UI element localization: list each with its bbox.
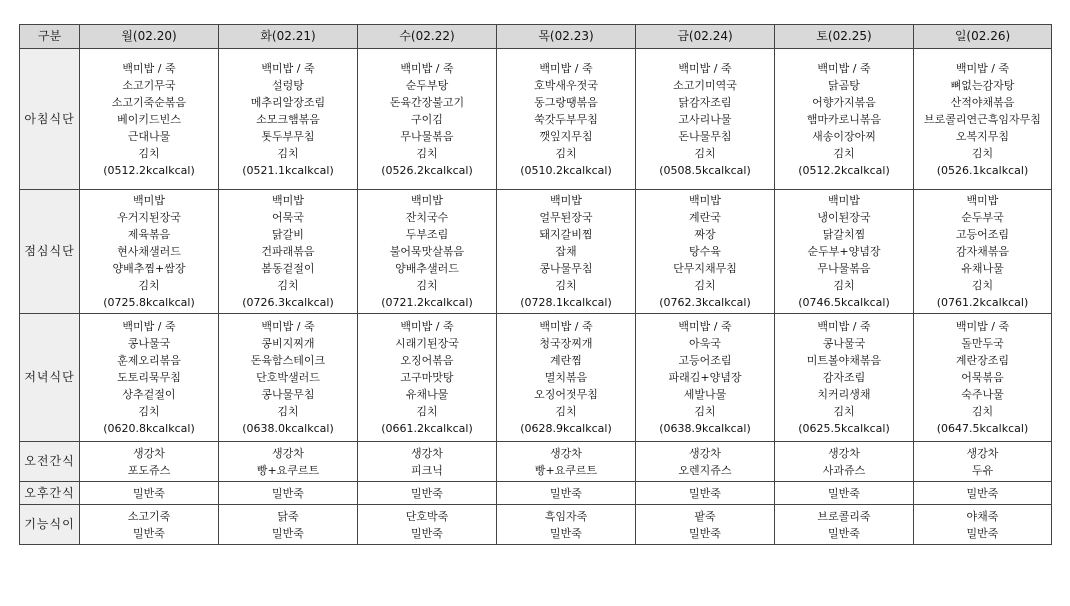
menu-item: 생강차 xyxy=(689,446,721,460)
menu-item: 오징어볶음 xyxy=(400,354,454,367)
menu-item: (0625.5kcalkcal) xyxy=(798,422,890,435)
menu-item: 밀반죽 xyxy=(689,526,721,540)
menu-item: 구이김 xyxy=(411,112,443,126)
menu-item: 김치 xyxy=(694,405,716,418)
menu-item: (0647.5kcalkcal) xyxy=(936,422,1029,435)
menu-item: 김치 xyxy=(277,279,299,292)
menu-cell-mon xyxy=(80,442,219,482)
menu-cell-wed xyxy=(358,190,497,314)
menu-item: 생강차 xyxy=(272,446,304,460)
menu-item: 우거지된장국 xyxy=(117,211,181,224)
weekly-menu-table xyxy=(19,24,1052,545)
menu-item: 유채나물 xyxy=(405,388,449,401)
menu-item: 잡채 xyxy=(555,245,577,258)
menu-item: 밀반죽 xyxy=(411,486,443,500)
menu-item: 두부조림 xyxy=(405,228,449,241)
menu-cell-sun xyxy=(914,49,1052,190)
menu-item: 어묵국 xyxy=(272,211,304,224)
menu-item: 백미밥 / 죽 xyxy=(955,320,1010,333)
menu-item: 생강차 xyxy=(133,446,165,460)
row-label: 점심식단 xyxy=(20,190,80,314)
menu-cell-fri xyxy=(636,49,775,190)
menu-item: 팥죽 xyxy=(694,509,716,523)
menu-item: 돈육함스테이크 xyxy=(250,354,326,367)
menu-item: 김치 xyxy=(833,405,855,418)
menu-cell-thu xyxy=(497,314,636,442)
menu-cell-mon xyxy=(80,190,219,314)
menu-item: 김치 xyxy=(555,405,577,418)
menu-item: 백미밥 / 죽 xyxy=(539,61,593,75)
menu-item: 순두부탕 xyxy=(405,78,449,92)
menu-item: 돌만두국 xyxy=(961,337,1004,350)
menu-item: 청국장찌개 xyxy=(539,337,593,350)
menu-item: (0512.2kcalkcal) xyxy=(798,163,890,177)
menu-item: 닭갈비 xyxy=(272,228,304,241)
menu-item: 김치 xyxy=(416,405,438,418)
menu-item: 밀반죽 xyxy=(133,486,165,500)
menu-item: 고등어조림 xyxy=(678,354,732,367)
menu-item: 동그랑땡볶음 xyxy=(534,95,598,109)
menu-item: (0661.2kcalkcal) xyxy=(381,422,473,435)
menu-item: 백미밥 xyxy=(966,194,999,207)
menu-item: 밀반죽 xyxy=(550,526,582,540)
menu-cell-wed xyxy=(358,442,497,482)
row-label: 아침식단 xyxy=(20,49,80,190)
menu-cell-tue xyxy=(219,49,358,190)
row-label: 오전간식 xyxy=(20,442,80,482)
menu-item: 브로콜리죽 xyxy=(817,509,871,523)
menu-item: 김치 xyxy=(416,279,438,292)
menu-cell-sat xyxy=(775,482,914,505)
day-header-wed: 수(02.22) xyxy=(358,25,497,49)
menu-item: 백미밥 xyxy=(550,194,582,207)
day-header-fri: 금(02.24) xyxy=(636,25,775,49)
menu-cell-sat xyxy=(775,49,914,190)
menu-item: 냉이된장국 xyxy=(817,211,871,224)
menu-cell-fri xyxy=(636,482,775,505)
menu-item: 소모크햄볶음 xyxy=(256,112,320,126)
menu-item: 콩비지찌개 xyxy=(261,337,315,350)
menu-item: (0721.2kcalkcal) xyxy=(381,296,473,309)
dinner-row xyxy=(20,314,1052,442)
row-label: 저녁식단 xyxy=(20,314,80,442)
menu-item: 설렁탕 xyxy=(272,78,304,92)
menu-item: 빵+요쿠르트 xyxy=(534,463,598,477)
menu-item: 근대나물 xyxy=(127,129,171,143)
menu-item: 백미밥 / 죽 xyxy=(261,320,315,333)
menu-item: (0512.2kcalkcal) xyxy=(103,163,195,177)
menu-cell-fri xyxy=(636,314,775,442)
menu-item: 백미밥 / 죽 xyxy=(261,61,315,75)
menu-cell-tue xyxy=(219,442,358,482)
menu-item: 상추겉절이 xyxy=(122,388,176,401)
menu-item: 백미밥 xyxy=(272,194,304,207)
menu-item: 계란국 xyxy=(689,211,721,224)
menu-item: 밀반죽 xyxy=(828,526,860,540)
menu-item: 무나물볶음 xyxy=(817,262,871,275)
menu-item: 메추리알장조림 xyxy=(250,95,326,109)
menu-item: 양배추찜+쌈장 xyxy=(112,262,186,275)
menu-cell-mon xyxy=(80,49,219,190)
menu-item: 포도쥬스 xyxy=(127,463,171,477)
menu-item: 밀반죽 xyxy=(966,526,999,540)
menu-item: 고사리나물 xyxy=(678,112,732,126)
menu-cell-fri xyxy=(636,505,775,545)
menu-cell-thu xyxy=(497,49,636,190)
menu-item: (0628.9kcalkcal) xyxy=(520,422,612,435)
menu-item: 무나물볶음 xyxy=(400,129,454,143)
menu-item: 돈나물무침 xyxy=(678,129,732,143)
menu-item: 밀반죽 xyxy=(133,526,165,540)
menu-item: 소고기무국 xyxy=(122,78,176,92)
menu-item: 백미밥 / 죽 xyxy=(678,320,732,333)
menu-item: 숙주나물 xyxy=(961,388,1004,401)
menu-item: 백미밥 xyxy=(411,194,443,207)
day-header-sat: 토(02.25) xyxy=(775,25,914,49)
menu-item: 짜장 xyxy=(694,228,716,241)
day-header-mon: 월(02.20) xyxy=(80,25,219,49)
menu-item: 깻잎지무침 xyxy=(539,129,593,143)
menu-cell-fri xyxy=(636,442,775,482)
menu-cell-sat xyxy=(775,505,914,545)
menu-item: 건파래볶음 xyxy=(261,245,315,258)
header-row xyxy=(20,25,1052,49)
menu-item: 얼무된장국 xyxy=(539,211,593,224)
menu-item: 어향가지볶음 xyxy=(812,95,876,109)
breakfast-row xyxy=(20,49,1052,190)
menu-item: 김치 xyxy=(138,279,160,292)
menu-item: 김치 xyxy=(555,146,577,160)
menu-item: 닭곰탕 xyxy=(828,78,860,92)
menu-item: 콩나물무침 xyxy=(539,262,593,275)
menu-item: 밀반죽 xyxy=(828,486,860,500)
menu-item: 현사채샐러드 xyxy=(117,245,181,258)
menu-cell-sun xyxy=(914,314,1052,442)
day-header-tue: 화(02.21) xyxy=(219,25,358,49)
afternoon-snack-row xyxy=(20,482,1052,505)
menu-cell-tue xyxy=(219,190,358,314)
menu-item: 닭죽 xyxy=(277,509,299,523)
menu-item: (0638.0kcalkcal) xyxy=(242,422,334,435)
menu-item: 호박새우젓국 xyxy=(534,78,598,92)
menu-item: 밀반죽 xyxy=(272,486,304,500)
menu-item: 콩나물무침 xyxy=(261,388,315,401)
menu-item: 쑥갓두부무침 xyxy=(534,112,598,126)
menu-item: 오징어젓무침 xyxy=(534,388,598,401)
menu-cell-thu xyxy=(497,482,636,505)
menu-item: 양배추샐러드 xyxy=(395,262,459,275)
row-label: 기능식이 xyxy=(20,505,80,545)
menu-item: 계란찜 xyxy=(550,354,582,367)
menu-item: 파래김+양념장 xyxy=(668,371,742,384)
menu-cell-thu xyxy=(497,442,636,482)
menu-item: (0508.5kcalkcal) xyxy=(659,163,751,177)
menu-item: 김치 xyxy=(694,146,716,160)
menu-cell-tue xyxy=(219,482,358,505)
lunch-row xyxy=(20,190,1052,314)
menu-cell-sat xyxy=(775,190,914,314)
menu-item: 김치 xyxy=(138,405,160,418)
menu-item: 김치 xyxy=(555,279,577,292)
menu-cell-sun xyxy=(914,190,1052,314)
menu-item: 밀반죽 xyxy=(966,486,999,500)
menu-item: 김치 xyxy=(138,146,160,160)
menu-cell-fri xyxy=(636,190,775,314)
menu-item: 훈제오리볶음 xyxy=(117,354,181,367)
menu-cell-mon xyxy=(80,482,219,505)
menu-item: 콩나물국 xyxy=(127,337,171,350)
menu-item: 김치 xyxy=(971,146,994,160)
menu-item: 뼈없는감자탕 xyxy=(950,78,1015,92)
menu-item: 김치 xyxy=(971,405,994,418)
menu-item: 고등어조림 xyxy=(955,228,1010,241)
menu-item: 콩나물국 xyxy=(822,337,866,350)
menu-item: (0762.3kcalkcal) xyxy=(659,296,751,309)
menu-item: 새송이장아찌 xyxy=(812,129,876,143)
menu-item: 브로콜리연근흑임자무침 xyxy=(924,112,1041,126)
menu-cell-tue xyxy=(219,314,358,442)
day-header-sun: 일(02.26) xyxy=(914,25,1052,49)
menu-item: (0638.9kcalkcal) xyxy=(659,422,751,435)
menu-cell-sun xyxy=(914,482,1052,505)
menu-item: 밀반죽 xyxy=(272,526,304,540)
menu-item: 어묵볶음 xyxy=(961,371,1004,384)
menu-item: (0620.8kcalkcal) xyxy=(103,422,195,435)
menu-item: 감자조림 xyxy=(822,371,866,384)
menu-item: 제육볶음 xyxy=(127,228,171,241)
day-header-thu: 목(02.23) xyxy=(497,25,636,49)
menu-item: 두유 xyxy=(971,463,994,477)
menu-item: 시래기된장국 xyxy=(395,337,459,350)
menu-item: 톳두부무침 xyxy=(261,129,315,143)
menu-item: (0728.1kcalkcal) xyxy=(520,296,612,309)
menu-item: 오렌지쥬스 xyxy=(678,463,732,477)
special-diet-row xyxy=(20,505,1052,545)
menu-item: (0725.8kcalkcal) xyxy=(103,296,195,309)
menu-item: (0761.2kcalkcal) xyxy=(936,296,1029,309)
menu-item: 백미밥 / 죽 xyxy=(539,320,593,333)
menu-item: 백미밥 xyxy=(828,194,860,207)
menu-item: 야채죽 xyxy=(966,509,999,523)
menu-item: 백미밥 / 죽 xyxy=(955,61,1010,75)
menu-item: 단호박샐러드 xyxy=(256,371,320,384)
menu-item: 빵+요쿠르트 xyxy=(256,463,320,477)
menu-item: 김치 xyxy=(833,146,855,160)
menu-item: 생강차 xyxy=(828,446,860,460)
menu-item: 백미밥 / 죽 xyxy=(817,320,871,333)
menu-item: 소고기미역국 xyxy=(673,78,737,92)
menu-item: 잔치국수 xyxy=(405,211,449,224)
menu-item: 생강차 xyxy=(411,446,443,460)
menu-cell-thu xyxy=(497,505,636,545)
menu-item: 백미밥 / 죽 xyxy=(400,61,454,75)
row-label: 오후간식 xyxy=(20,482,80,505)
corner-header: 구분 xyxy=(20,25,80,49)
menu-cell-mon xyxy=(80,314,219,442)
menu-item: 닭감자조림 xyxy=(678,95,732,109)
menu-item: (0746.5kcalkcal) xyxy=(798,296,890,309)
menu-item: 김치 xyxy=(277,146,299,160)
menu-item: 세발나물 xyxy=(683,388,727,401)
menu-cell-wed xyxy=(358,482,497,505)
menu-item: 김치 xyxy=(971,279,994,292)
menu-item: 김치 xyxy=(694,279,716,292)
menu-item: 단무지채무침 xyxy=(673,262,737,275)
menu-item: 백미밥 xyxy=(689,194,721,207)
menu-item: 밀반죽 xyxy=(550,486,582,500)
menu-cell-wed xyxy=(358,49,497,190)
menu-body xyxy=(20,49,1052,545)
menu-cell-wed xyxy=(358,314,497,442)
menu-item: 봄동겉절이 xyxy=(261,262,315,275)
menu-item: 소고기죽순볶음 xyxy=(111,95,187,109)
menu-item: 고구마맛탕 xyxy=(400,371,454,384)
menu-item: 치커리생채 xyxy=(817,388,871,401)
menu-item: 미트볼야채볶음 xyxy=(806,354,882,367)
menu-item: 백미밥 / 죽 xyxy=(122,61,176,75)
menu-item: 백미밥 xyxy=(133,194,165,207)
menu-item: 불어묵맛살볶음 xyxy=(389,245,465,258)
menu-item: 밀반죽 xyxy=(689,486,721,500)
menu-item: 탕수육 xyxy=(689,245,721,258)
menu-item: 베이키드빈스 xyxy=(117,112,181,126)
menu-cell-tue xyxy=(219,505,358,545)
menu-item: 오복지무침 xyxy=(955,129,1010,143)
menu-item: 감자채볶음 xyxy=(955,245,1010,258)
menu-item: (0526.2kcalkcal) xyxy=(381,163,473,177)
menu-item: 돈육간장불고기 xyxy=(389,95,465,109)
menu-item: (0726.3kcalkcal) xyxy=(242,296,334,309)
menu-item: 김치 xyxy=(833,279,855,292)
menu-cell-thu xyxy=(497,190,636,314)
menu-cell-sat xyxy=(775,314,914,442)
menu-cell-sun xyxy=(914,505,1052,545)
menu-item: 생강차 xyxy=(966,446,999,460)
menu-item: 밀반죽 xyxy=(411,526,443,540)
menu-cell-mon xyxy=(80,505,219,545)
menu-item: 김치 xyxy=(416,146,438,160)
menu-cell-sun xyxy=(914,442,1052,482)
menu-item: 단호박죽 xyxy=(405,509,449,523)
menu-item: 흑임자죽 xyxy=(544,509,588,523)
menu-item: 백미밥 / 죽 xyxy=(400,320,454,333)
menu-item: 돼지갈비찜 xyxy=(539,228,593,241)
menu-cell-wed xyxy=(358,505,497,545)
menu-item: 소고기죽 xyxy=(127,509,171,523)
menu-item: 닭갈치찜 xyxy=(822,228,866,241)
menu-item: 도토리묵무침 xyxy=(117,371,181,384)
menu-item: (0521.1kcalkcal) xyxy=(242,163,334,177)
menu-item: 산적야채볶음 xyxy=(950,95,1015,109)
menu-item: 계란장조림 xyxy=(955,354,1010,367)
menu-item: 피크닉 xyxy=(411,463,443,477)
menu-item: (0510.2kcalkcal) xyxy=(520,163,612,177)
menu-item: 멸치볶음 xyxy=(544,371,588,384)
menu-item: (0526.1kcalkcal) xyxy=(936,163,1029,177)
menu-item: 백미밥 / 죽 xyxy=(678,61,732,75)
menu-item: 김치 xyxy=(277,405,299,418)
menu-item: 사과쥬스 xyxy=(822,463,866,477)
menu-item: 백미밥 / 죽 xyxy=(817,61,871,75)
menu-item: 생강차 xyxy=(550,446,582,460)
morning-snack-row xyxy=(20,442,1052,482)
menu-cell-sat xyxy=(775,442,914,482)
menu-item: 순두부+양념장 xyxy=(807,245,881,258)
menu-item: 햄마카로니볶음 xyxy=(806,112,882,126)
menu-item: 백미밥 / 죽 xyxy=(122,320,176,333)
menu-item: 순두부국 xyxy=(961,211,1004,224)
menu-item: 아욱국 xyxy=(689,337,721,350)
menu-item: 유채나물 xyxy=(961,262,1004,275)
